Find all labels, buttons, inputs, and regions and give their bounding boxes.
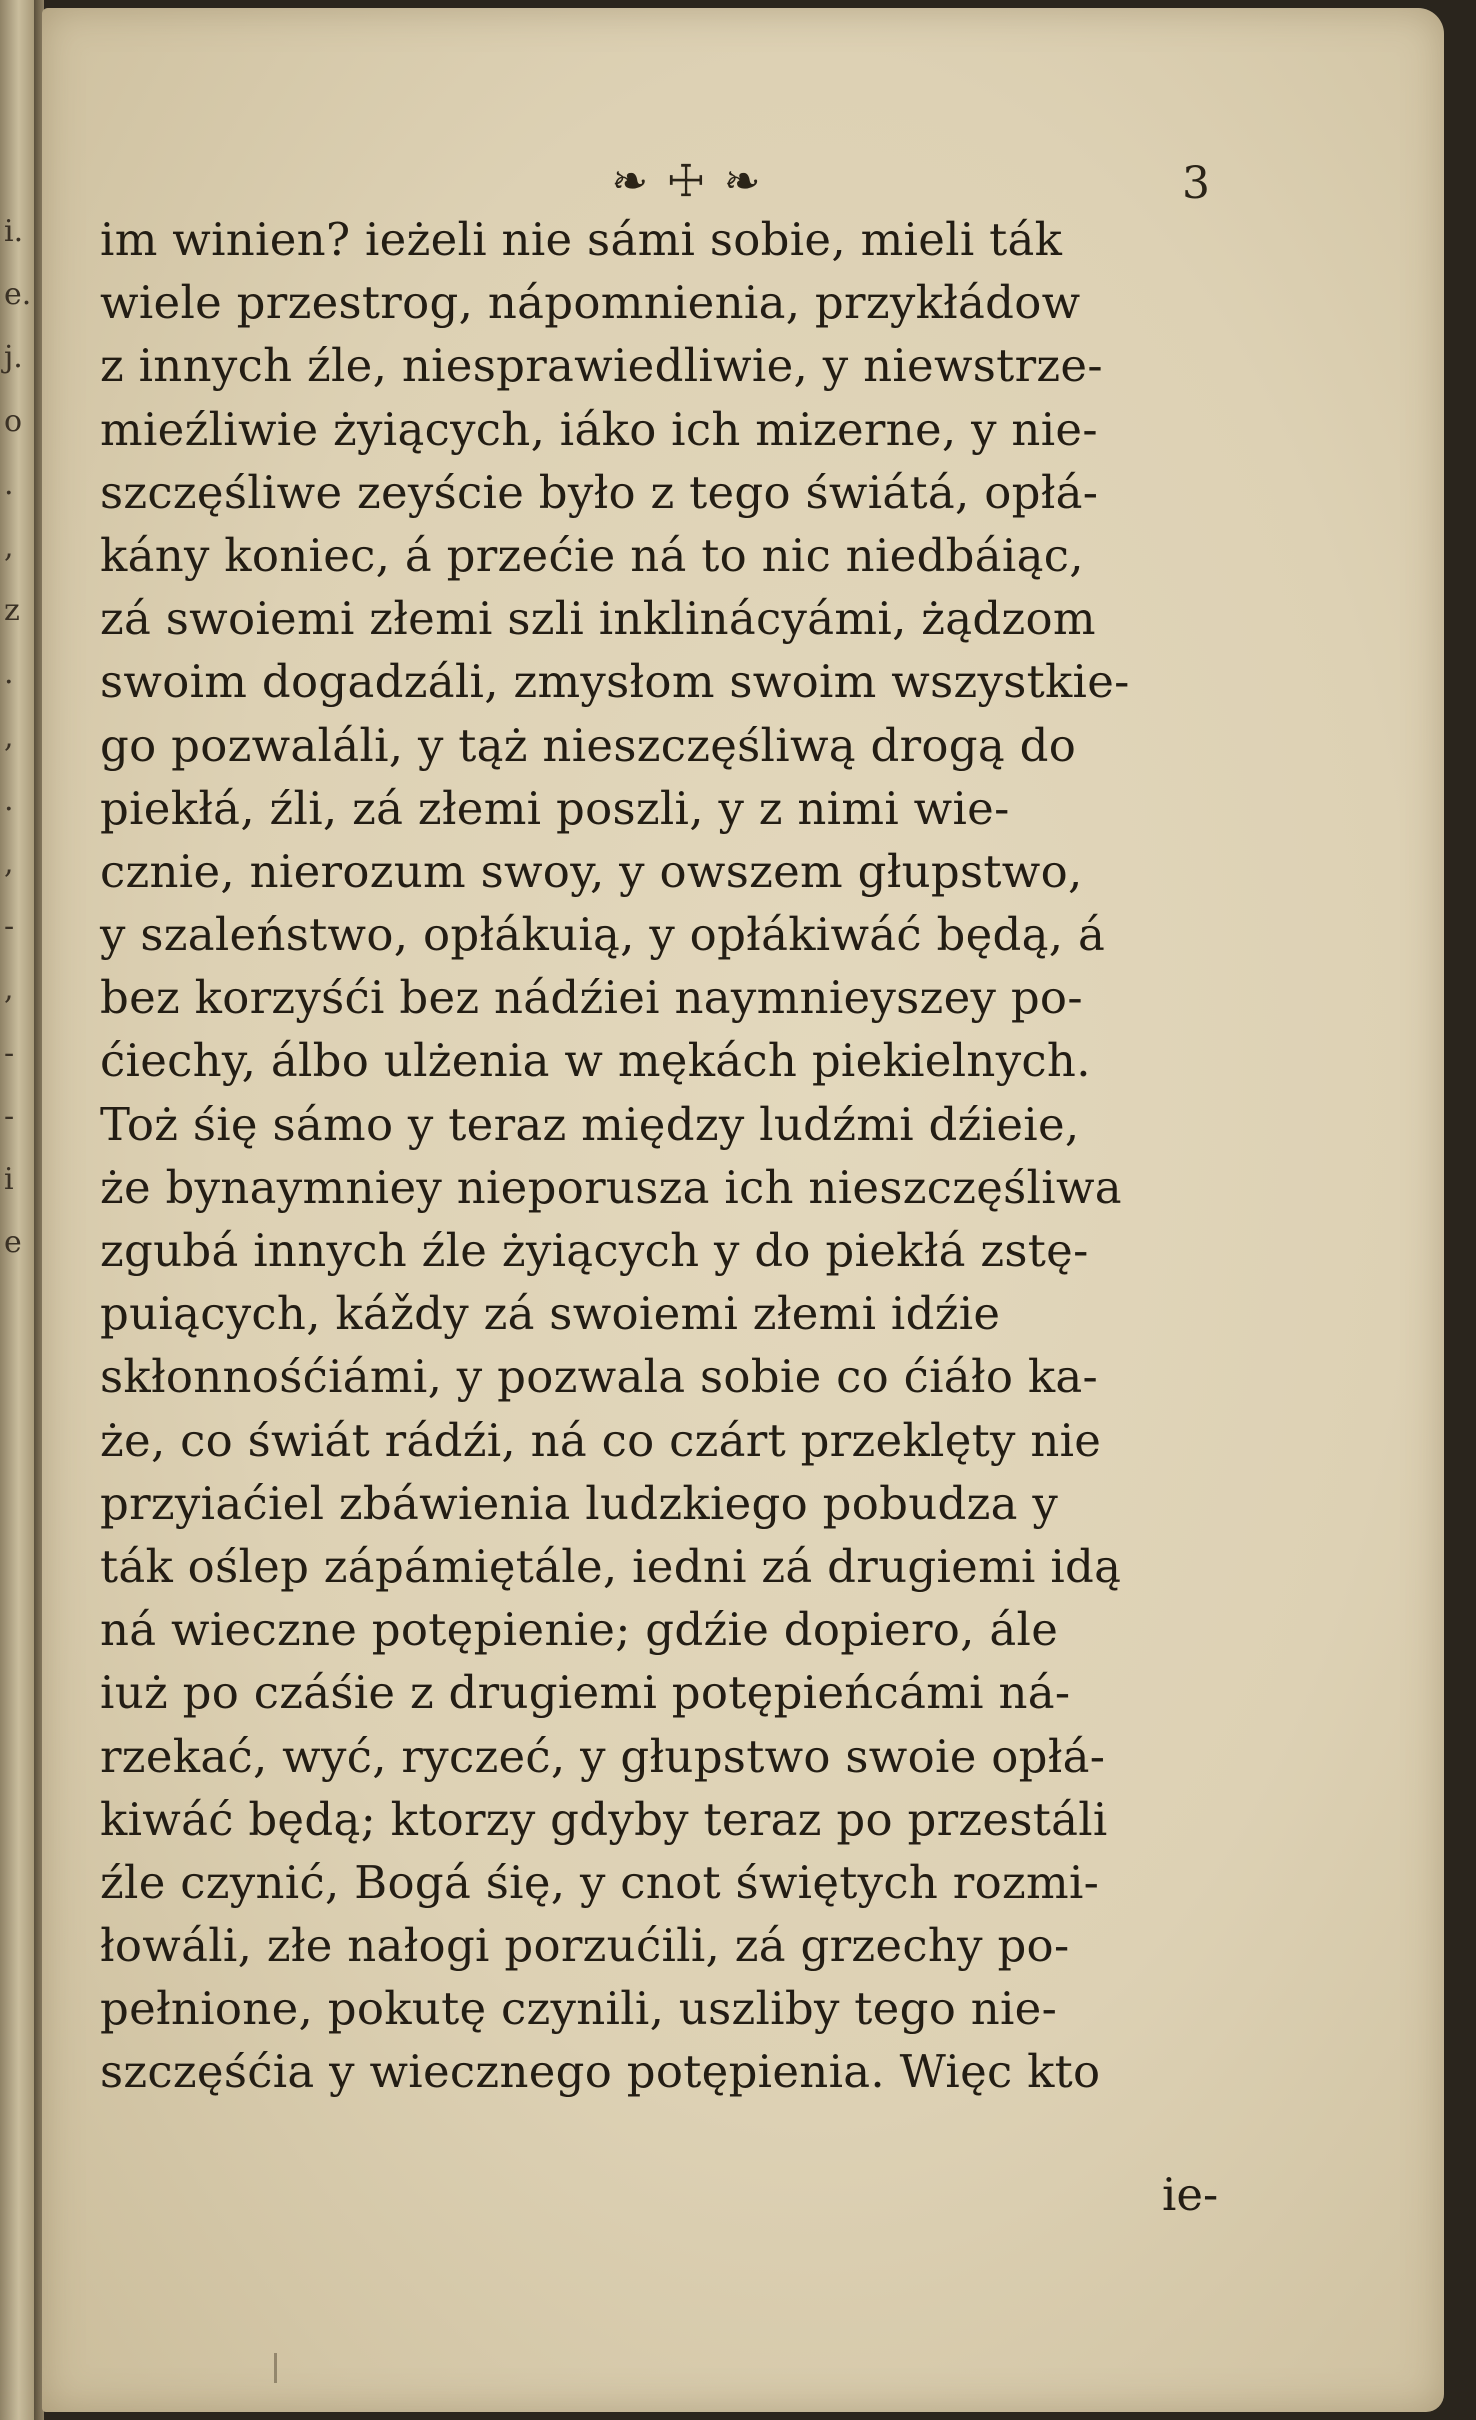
- facing-page-fragment: .: [4, 782, 14, 818]
- text-line: y szaleństwo, opłákuią, y opłákiwáć będą, á: [100, 908, 1106, 962]
- text-line: że, co świát rádźi, ná co czárt przeklęty nie: [100, 1413, 1102, 1467]
- text-line: szczęśćia y wiecznego potępienia. Więc kto: [100, 2045, 1101, 2099]
- text-line: skłonnośćiámi, y pozwala sobie co ćiáło ka-: [100, 1350, 1099, 1404]
- text-line: zá swoiemi złemi szli inklinácyámi, żądzom: [100, 592, 1096, 646]
- text-line: im winien? ieżeli nie sámi sobie, mieli ták: [100, 213, 1063, 266]
- text-line: łowáli, złe nałogi porzućili, zá grzechy po-: [100, 1919, 1070, 1973]
- text-line: puiących, káždy zá swoiemi złemi idźie: [100, 1287, 1001, 1341]
- text-line: ná wieczne potępienie; gdźie dopiero, ále: [100, 1603, 1059, 1657]
- text-line: swoim dogadzáli, zmysłom swoim wszystkie-: [100, 655, 1130, 709]
- text-line: mieźliwie żyiących, iáko ich mizerne, y nie-: [100, 402, 1098, 456]
- facing-page-fragment: j.: [4, 340, 23, 376]
- facing-page-fragment: -: [4, 909, 15, 945]
- facing-page-fragment: .: [4, 656, 14, 692]
- text-line: Toż śię sámo y teraz między ludźmi dźieie,: [100, 1097, 1080, 1151]
- text-line: wiele przestrog, nápomnienia, przykłádow: [100, 276, 1081, 330]
- page-number: 3: [1182, 158, 1210, 209]
- ink-mark: [274, 2353, 277, 2383]
- facing-page-fragment: i.: [4, 214, 24, 249]
- text-line: źle czynić, Bogá śię, y cnot świętych rozmi-: [100, 1855, 1100, 1909]
- text-line: rzekać, wyć, ryczeć, y głupstwo swoie opłá-: [100, 1729, 1106, 1783]
- facing-page-fragment: i: [4, 1162, 14, 1197]
- facing-page-edge: [0, 0, 34, 2420]
- text-line: przyiaćiel zbáwienia ludzkiego pobudza y: [100, 1476, 1059, 1530]
- facing-page-fragment: .: [4, 466, 14, 502]
- text-line: szczęśliwe zeyście było z tego świátá, opłá-: [100, 465, 1099, 519]
- text-line: z innych źle, niesprawiedliwie, y niewstrze-: [100, 339, 1103, 393]
- facing-page-fragment: ,: [4, 719, 14, 755]
- text-line: kány koniec, á przećie ná to nic niedbáiąc,: [100, 528, 1084, 582]
- facing-page-fragment: e: [4, 1225, 22, 1261]
- text-line: go pozwaláli, y tąż nieszczęśliwą drogą do: [100, 718, 1077, 772]
- facing-page-fragment: z: [4, 593, 20, 629]
- facing-page-fragment: ,: [4, 846, 14, 881]
- book-page: [42, 8, 1444, 2412]
- text-line: kiwáć będą; ktorzy gdyby teraz po przestáli: [100, 1792, 1108, 1846]
- text-line: piekłá, źli, zá złemi poszli, y z nimi wie-: [100, 781, 1010, 835]
- header-ornament: ❧ ☩ ❧: [611, 156, 763, 207]
- facing-page-fragment: ,: [4, 530, 14, 565]
- facing-page-fragment: -: [4, 1098, 15, 1134]
- body-text: [100, 208, 1295, 2104]
- facing-page-fragment: o: [4, 403, 23, 439]
- text-line: zgubá innych źle żyiących y do piekłá zstę-: [100, 1224, 1089, 1277]
- catchword: ie-: [1162, 2168, 1219, 2221]
- text-line: że bynaymniey nieporusza ich nieszczęśliwa: [100, 1160, 1122, 1214]
- text-line: iuż po czáśie z drugiemi potępieńcámi ná-: [100, 1666, 1071, 1720]
- facing-page-fragment: ,: [4, 972, 14, 1008]
- facing-page-fragment: -: [4, 1035, 15, 1071]
- text-line: cznie, nierozum swoy, y owszem głupstwo,: [100, 844, 1083, 898]
- text-line: ták oślep zápámiętále, iedni zá drugiemi idą: [100, 1539, 1122, 1593]
- text-line: pełnione, pokutę czynili, uszliby tego nie-: [100, 1982, 1058, 2036]
- text-line: bez korzyśći bez nádźiei naymnieyszey po-: [100, 971, 1083, 1025]
- text-line: ćiechy, álbo ulżenia w mękách piekielnych.: [100, 1034, 1091, 1088]
- facing-page-fragment: e.: [4, 277, 32, 313]
